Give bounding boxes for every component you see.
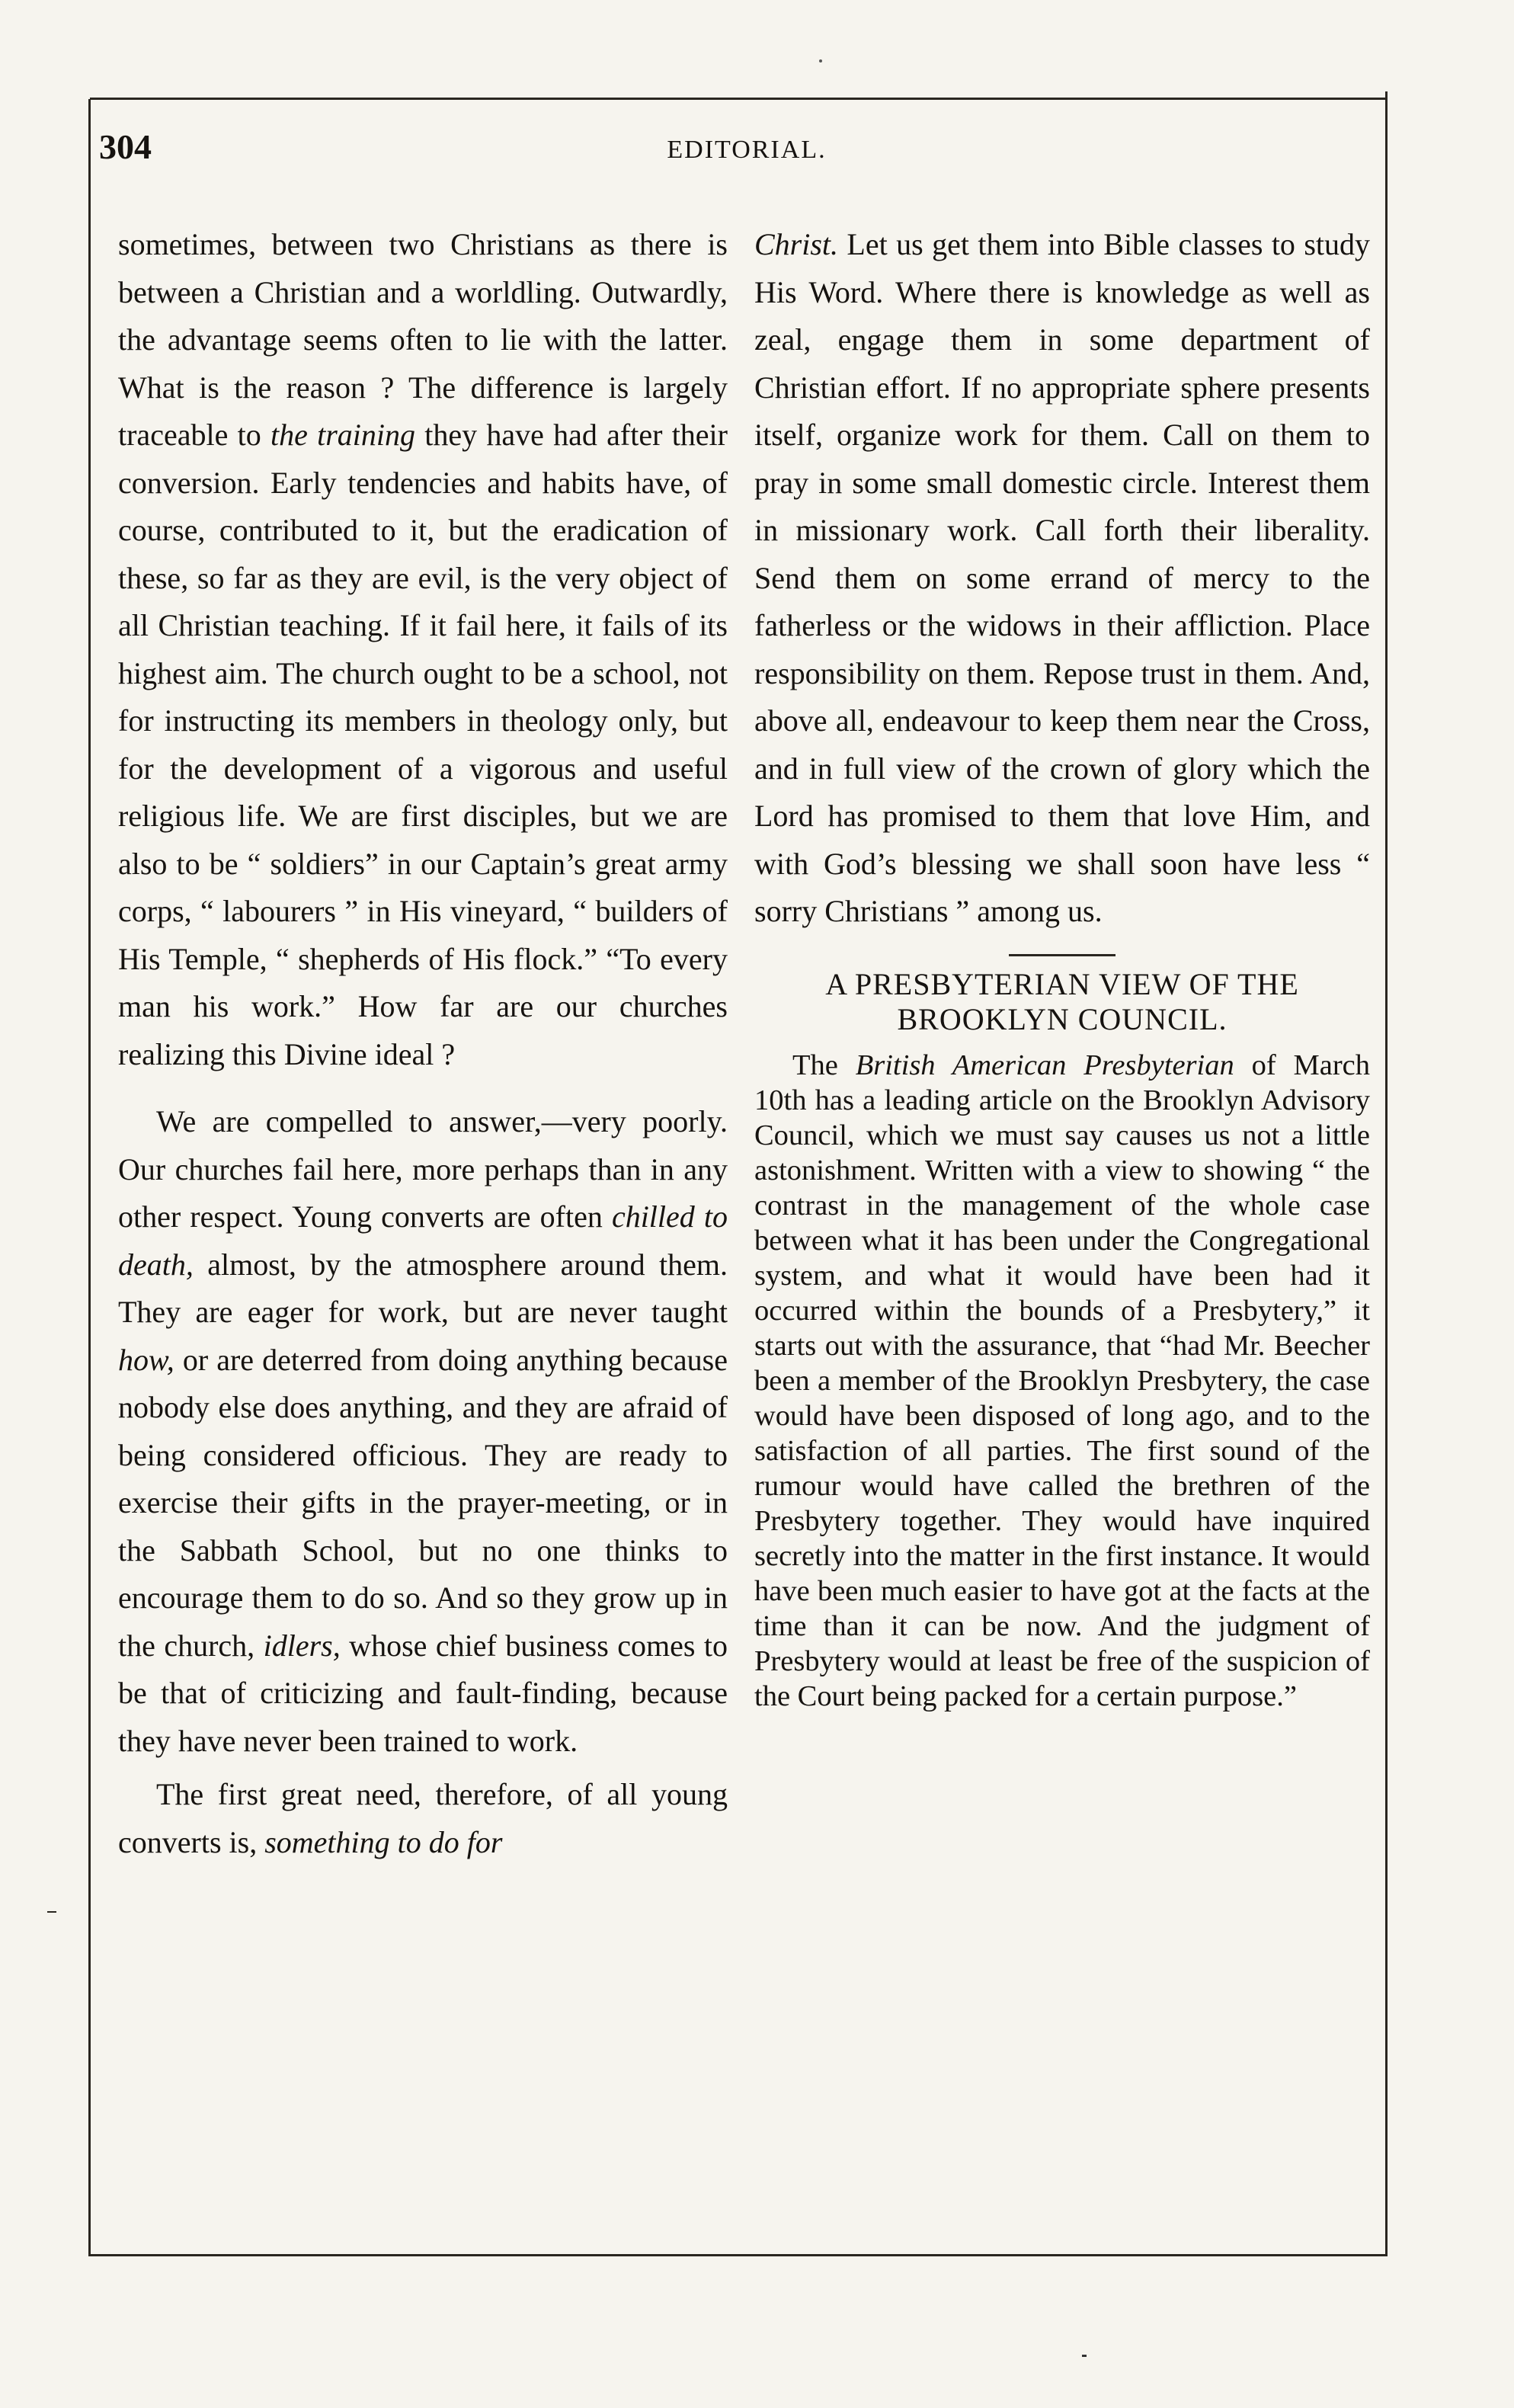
text-run: sometimes, between two Christians as there is between a Christian and a worldling. Outwardly, the advantage seems often to lie with the latter. What is the reason ? The difference is largely traceable to <box>118 227 728 452</box>
paragraph <box>754 1048 1370 1714</box>
article-title: A PRESBYTERIAN VIEW OF THE BROOKLYN COUNCIL. <box>825 966 1299 1036</box>
italic-run: chilled to death, <box>118 1199 728 1282</box>
paragraph <box>118 1771 728 1866</box>
text-run: almost, by the atmosphere around them. They are eager for work, but are never taught <box>118 1247 728 1329</box>
running-head: EDITORIAL. <box>667 136 827 164</box>
section-divider <box>1009 954 1115 956</box>
top-border-rule <box>90 98 1385 100</box>
left-border-rule <box>88 99 91 2254</box>
print-speck <box>1082 2355 1087 2357</box>
paragraph <box>754 221 1370 936</box>
margin-mark <box>47 1911 56 1913</box>
text-run: The <box>792 1049 856 1081</box>
bottom-border-rule <box>88 2254 1388 2256</box>
print-speck <box>819 59 822 62</box>
text-run: they have had after their conversion. Early tendencies and habits have, of course, contributed to it, but the eradication of these, so far as they are evil, is the very object of all Christian teaching. If it fail here, it fails of its highest aim. The church ought to be a school, not for instructing its members in theology only, but for the development of a vigorous and useful religious life. We are first disciples, but we are also to be “ soldiers” in our Captain’s great army corps, “ labourers ” in His vineyard, “ builders of His Temple, “ shepherds of His flock.” “To every man his work.” How far are our churches realizing this Divine ideal ? <box>118 418 728 1071</box>
text-run: Let us get them into Bible classes to study His Word. Where there is knowledge as well as zeal, engage them in some department of Christian effort. If no appropriate sphere presents itself, organize work for them. Call on them to pray in some small domestic circle. Interest them in missionary work. Call forth their liberality. Send them on some errand of mercy to the fatherless or the widows in their affliction. Place responsibility on them. Repose trust in them. And, above all, endeavour to keep them near the Cross, and in full view of the crown of glory which the Lord has promised to them that love Him, and with God’s blessing we shall soon have less “ sorry Christians ” among us. <box>754 227 1370 928</box>
italic-run: how, <box>118 1342 174 1377</box>
italic-run: Christ. <box>754 227 839 261</box>
text-run: of March 10th has a leading article on the Brooklyn Advisory Council, which we must say causes us not a little astonishment. Written with a view to showing “ the contrast in the management of the whole case between what it has been under the Congregational system, and what it would have been had it occurred within the bounds of a Presbytery,” it starts out with the assurance, that “had Mr. Beecher been a member of the Brooklyn Presbytery, the case would have been disposed of long ago, and to the satisfaction of all parties. The first sound of the rumour would have called the brethren of the Presbytery together. They would have inquired secretly into the matter in the first instance. It would have been much easier to have got at the facts at the time than it can be now. And the judgment of Presbytery would at least be free of the suspicion of the Court being packed for a certain purpose.” <box>754 1049 1371 1712</box>
left-column <box>118 221 728 1866</box>
right-border-rule <box>1385 91 1388 2256</box>
text-run: whose chief business comes to be that of criticizing and fault-finding, because they have never been trained to work. <box>118 1628 728 1758</box>
page-number: 304 <box>99 127 152 166</box>
italic-run: the training <box>270 418 415 452</box>
text-run: We are compelled to answer,—very poorly. Our churches fail here, more perhaps than in any other respect. Young converts are often <box>118 1104 728 1234</box>
paragraph <box>118 221 728 1078</box>
article-body <box>754 1048 1370 1714</box>
text-run: The first great need, therefore, of all young converts is, <box>118 1777 728 1859</box>
text-run: or are deterred from doing anything because nobody else does anything, and they are afraid of being considered officious. They are ready to exercise their gifts in the prayer-meeting, or in the Sabbath School, but no one thinks to encourage them to do so. And so they grow up in the church, <box>118 1342 728 1663</box>
right-column <box>754 221 1370 1714</box>
italic-run: British American Presbyterian <box>855 1049 1234 1081</box>
paragraph <box>118 1098 728 1765</box>
italic-run: idlers, <box>263 1628 341 1663</box>
italic-run: something to do for <box>264 1824 503 1859</box>
